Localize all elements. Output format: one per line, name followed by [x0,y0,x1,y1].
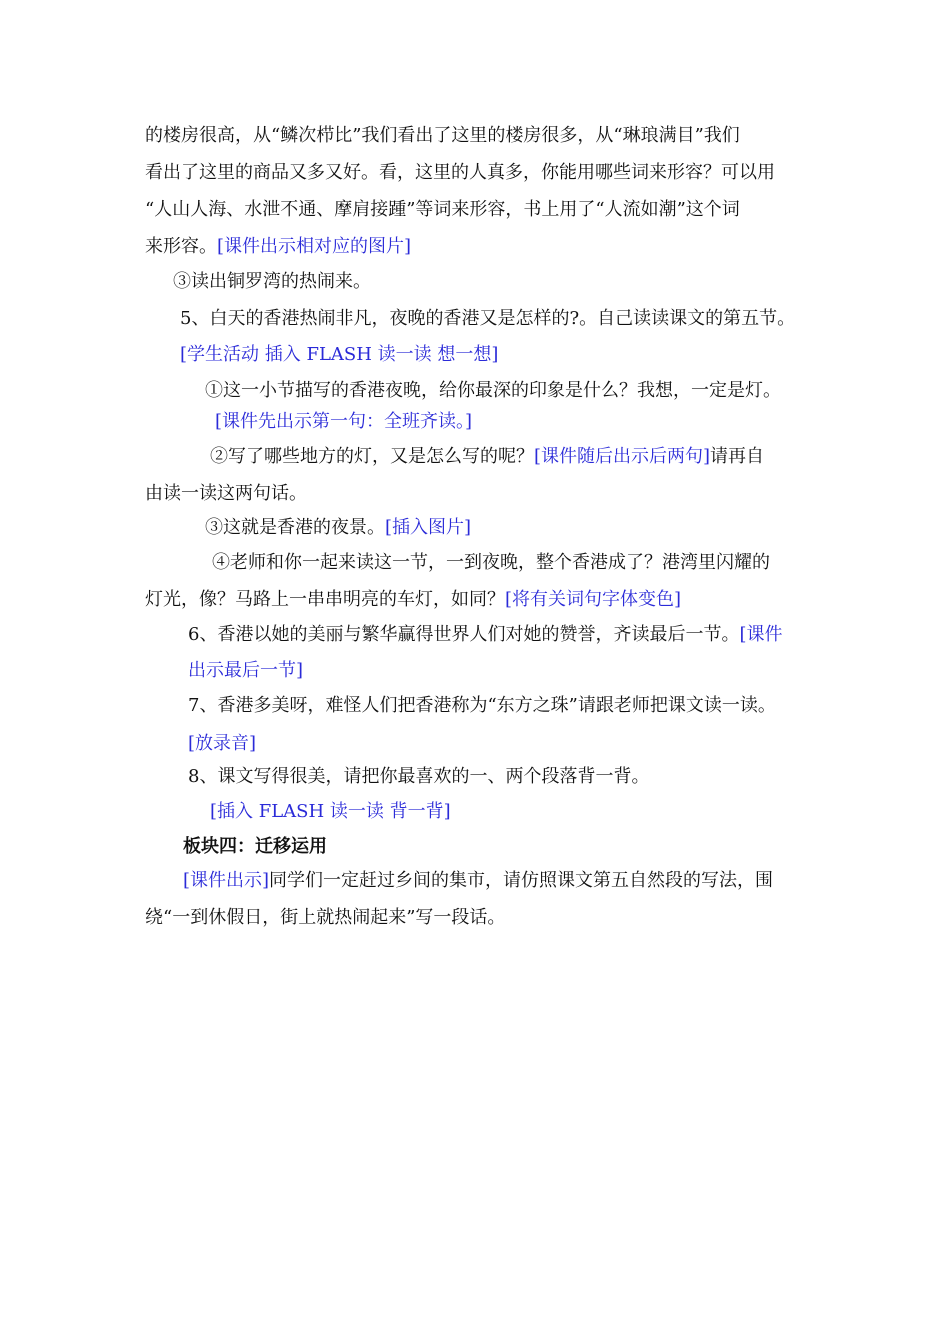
paragraph-line [145,906,505,930]
body-text: 请再自 [710,446,765,467]
paragraph-line [145,161,775,185]
paragraph-line [188,659,303,683]
paragraph-line [188,732,256,756]
body-text: ④老师和你一起来读这一节，一到夜晚，整个香港成了？港湾里闪耀的 [212,552,770,573]
courseware-note: [插入 FLASH 读一读 背一背] [210,801,451,822]
body-text: ③这就是香港的夜景。 [205,517,385,538]
body-text: 看出了这里的商品又多又好。看，这里的人真多，你能用哪些词来形容？可以用 [145,162,775,183]
courseware-note: [课件 [739,624,783,645]
paragraph-line [205,516,471,540]
paragraph-line [188,623,782,647]
body-text: ③读出铜罗湾的热闹来。 [173,271,371,292]
body-text: 6、香港以她的美丽与繁华赢得世界人们对她的赞誉，齐读最后一节。 [188,624,740,645]
body-text: 8、课文写得很美，请把你最喜欢的一、两个段落背一背。 [188,766,650,787]
paragraph-line [210,800,451,824]
courseware-note: [课件出示] [183,870,270,891]
paragraph-line [183,869,773,893]
body-text: 灯光，像？马路上一串串明亮的车灯，如同？ [145,589,505,610]
paragraph-line [145,198,740,222]
courseware-note: [课件随后出示后两句] [534,446,711,467]
courseware-note: [课件出示相对应的图片] [217,236,412,257]
body-text: 绕“一到休假日，街上就热闹起来”写一段话。 [145,907,506,928]
heading-text: 板块四：迁移运用 [183,836,327,857]
paragraph-line [145,588,681,612]
body-text: 的楼房很高，从“鳞次栉比”我们看出了这里的楼房很多，从“琳琅满目”我们 [145,125,740,146]
courseware-note: [放录音] [188,733,257,754]
body-text: “人山人海、水泄不通、摩肩接踵”等词来形容，书上用了“人流如潮”这个词 [145,199,740,220]
courseware-note: [课件先出示第一句：全班齐读。] [215,411,473,432]
paragraph-line [173,270,371,294]
paragraph-line [210,445,764,469]
body-text: ②写了哪些地方的灯，又是怎么写的呢？ [210,446,534,467]
body-text: 由读一读这两句话。 [145,483,307,504]
body-text: 同学们一定赶过乡间的集市，请仿照课文第五自然段的写法，围 [269,870,774,891]
body-text: ①这一小节描写的香港夜晚，给你最深的印象是什么？我想，一定是灯。 [205,380,781,401]
paragraph-line [215,410,472,434]
paragraph-line [145,235,411,259]
paragraph-line [188,765,649,789]
courseware-note: [插入图片] [385,517,472,538]
paragraph-line [212,551,770,575]
body-text: 来形容。 [145,236,217,257]
paragraph-line [145,124,740,148]
courseware-note: [将有关词句字体变色] [505,589,682,610]
paragraph-line [188,694,776,718]
paragraph-line [180,343,498,367]
courseware-note: 出示最后一节] [188,660,304,681]
courseware-note: [学生活动 插入 FLASH 读一读 想一想] [180,344,499,365]
body-text: 7、香港多美呀，难怪人们把香港称为“东方之珠”请跟老师把课文读一读。 [188,695,776,716]
paragraph-line [180,307,795,331]
paragraph-line [145,482,307,506]
body-text: 5、白天的香港热闹非凡，夜晚的香港又是怎样的?。自己读读课文的第五节。 [180,308,796,329]
paragraph-line [205,379,781,403]
section-heading [183,835,327,859]
